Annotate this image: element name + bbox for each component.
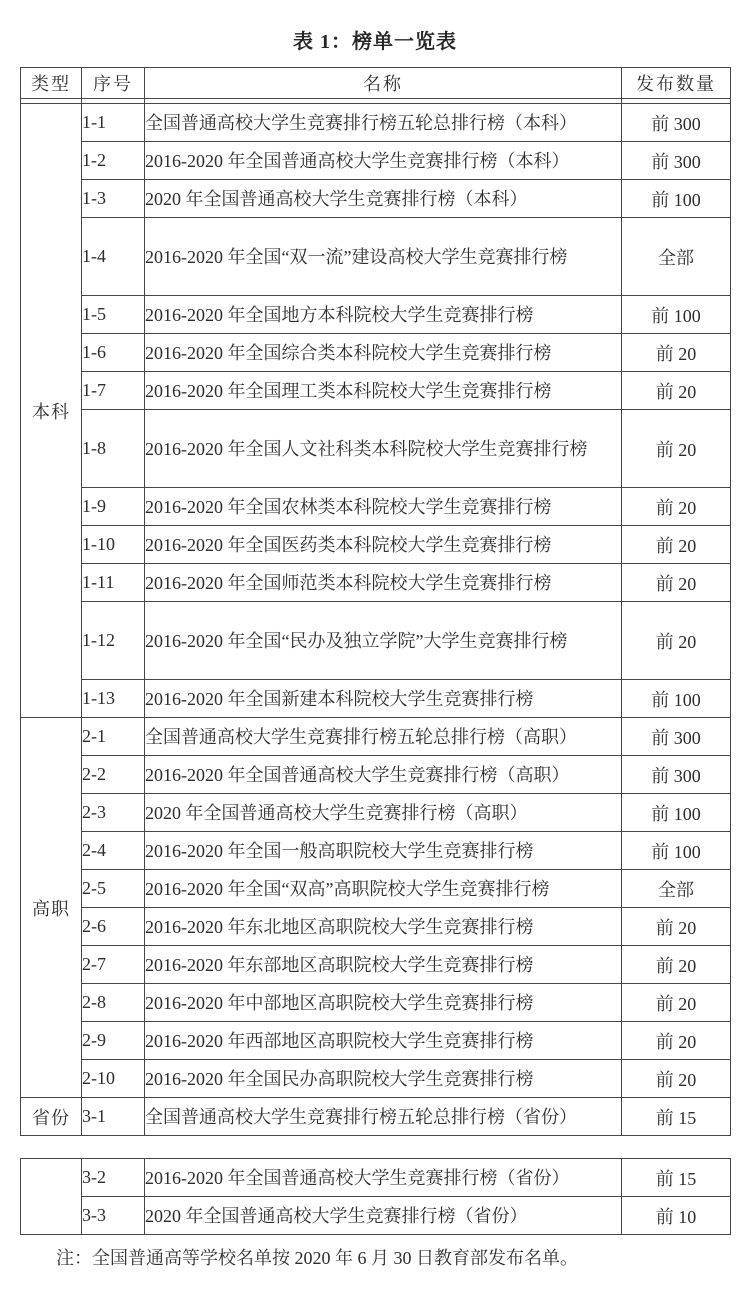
cell-count: 前 20 xyxy=(622,1060,731,1098)
table-row xyxy=(21,794,731,832)
footnote: 注：全国普通高等学校名单按 2020 年 6 月 30 日教育部发布名单。 xyxy=(56,1248,578,1268)
cell-no: 1-9 xyxy=(82,488,145,526)
cell-no: 2-9 xyxy=(82,1022,145,1060)
table-row xyxy=(21,218,731,296)
cell-count: 前 20 xyxy=(622,602,731,680)
table-row xyxy=(21,946,731,984)
cell-name: 2016-2020 年全国“双高”高职院校大学生竞赛排行榜 xyxy=(145,870,622,908)
cell-name: 2016-2020 年全国“民办及独立学院”大学生竞赛排行榜 xyxy=(145,602,622,680)
cell-name: 全国普通高校大学生竞赛排行榜五轮总排行榜（高职） xyxy=(145,718,622,756)
cell-no: 1-11 xyxy=(82,564,145,602)
cell-name: 2016-2020 年全国新建本科院校大学生竞赛排行榜 xyxy=(145,680,622,718)
cell-count: 前 20 xyxy=(622,1022,731,1060)
cell-name: 2020 年全国普通高校大学生竞赛排行榜（省份） xyxy=(145,1197,622,1235)
table-row xyxy=(21,564,731,602)
type-group-cell: 本科 xyxy=(21,104,82,718)
table-row xyxy=(21,680,731,718)
cell-count: 前 20 xyxy=(622,334,731,372)
cell-name: 2016-2020 年全国农林类本科院校大学生竞赛排行榜 xyxy=(145,488,622,526)
cell-name: 全国普通高校大学生竞赛排行榜五轮总排行榜（省份） xyxy=(145,1098,622,1136)
table-row xyxy=(21,1060,731,1098)
cell-no: 2-8 xyxy=(82,984,145,1022)
table-row xyxy=(21,1159,731,1197)
cell-name: 2016-2020 年全国普通高校大学生竞赛排行榜（高职） xyxy=(145,756,622,794)
cell-name: 2016-2020 年全国人文社科类本科院校大学生竞赛排行榜 xyxy=(145,410,622,488)
cell-no: 1-10 xyxy=(82,526,145,564)
cell-name: 2016-2020 年全国民办高职院校大学生竞赛排行榜 xyxy=(145,1060,622,1098)
table-row xyxy=(21,984,731,1022)
cell-name: 2016-2020 年西部地区高职院校大学生竞赛排行榜 xyxy=(145,1022,622,1060)
cell-name: 2016-2020 年全国地方本科院校大学生竞赛排行榜 xyxy=(145,296,622,334)
cell-no: 3-3 xyxy=(82,1197,145,1235)
ranking-table-continuation xyxy=(20,1158,731,1235)
cell-no: 3-1 xyxy=(82,1098,145,1136)
cell-count: 前 100 xyxy=(622,794,731,832)
cell-count: 前 300 xyxy=(622,104,731,142)
type-group-cell xyxy=(21,1159,82,1235)
table-row xyxy=(21,602,731,680)
table-row xyxy=(21,756,731,794)
cell-name: 2016-2020 年全国理工类本科院校大学生竞赛排行榜 xyxy=(145,372,622,410)
cell-name: 2016-2020 年全国普通高校大学生竞赛排行榜（本科） xyxy=(145,142,622,180)
table-row xyxy=(21,1197,731,1235)
table-row xyxy=(21,526,731,564)
cell-name: 2016-2020 年全国“双一流”建设高校大学生竞赛排行榜 xyxy=(145,218,622,296)
cell-name: 2016-2020 年东部地区高职院校大学生竞赛排行榜 xyxy=(145,946,622,984)
cell-name: 2016-2020 年全国综合类本科院校大学生竞赛排行榜 xyxy=(145,334,622,372)
cell-count: 前 300 xyxy=(622,718,731,756)
cell-no: 2-1 xyxy=(82,718,145,756)
header-count: 发布数量 xyxy=(622,68,731,99)
cell-no: 2-3 xyxy=(82,794,145,832)
cell-count: 前 20 xyxy=(622,984,731,1022)
cell-no: 3-2 xyxy=(82,1159,145,1197)
cell-no: 1-12 xyxy=(82,602,145,680)
cell-no: 1-2 xyxy=(82,142,145,180)
cell-no: 1-3 xyxy=(82,180,145,218)
cell-count: 前 300 xyxy=(622,142,731,180)
cell-no: 2-2 xyxy=(82,756,145,794)
table-row xyxy=(21,1098,731,1136)
cell-name: 2016-2020 年全国师范类本科院校大学生竞赛排行榜 xyxy=(145,564,622,602)
cell-count: 前 15 xyxy=(622,1159,731,1197)
cell-no: 1-1 xyxy=(82,104,145,142)
cell-count: 前 20 xyxy=(622,564,731,602)
type-group-cell: 高职 xyxy=(21,718,82,1098)
header-no: 序号 xyxy=(82,68,145,99)
cell-count: 前 15 xyxy=(622,1098,731,1136)
table-row xyxy=(21,908,731,946)
table-row xyxy=(21,180,731,218)
page-title: 表 1：榜单一览表 xyxy=(293,31,457,53)
cell-no: 1-7 xyxy=(82,372,145,410)
table-row xyxy=(21,410,731,488)
cell-no: 2-10 xyxy=(82,1060,145,1098)
table-row xyxy=(21,104,731,142)
cell-count: 前 100 xyxy=(622,832,731,870)
cell-no: 1-5 xyxy=(82,296,145,334)
cell-no: 2-6 xyxy=(82,908,145,946)
cell-no: 1-8 xyxy=(82,410,145,488)
cell-no: 1-4 xyxy=(82,218,145,296)
cell-count: 前 10 xyxy=(622,1197,731,1235)
cell-count: 前 100 xyxy=(622,180,731,218)
cell-no: 2-7 xyxy=(82,946,145,984)
cell-name: 2016-2020 年全国普通高校大学生竞赛排行榜（省份） xyxy=(145,1159,622,1197)
table-row xyxy=(21,142,731,180)
cell-count: 前 20 xyxy=(622,946,731,984)
header-name: 名称 xyxy=(145,68,622,99)
cell-name: 2020 年全国普通高校大学生竞赛排行榜（本科） xyxy=(145,180,622,218)
cell-name: 2016-2020 年东北地区高职院校大学生竞赛排行榜 xyxy=(145,908,622,946)
table-row xyxy=(21,372,731,410)
table-row xyxy=(21,488,731,526)
cell-no: 1-6 xyxy=(82,334,145,372)
cell-no: 2-4 xyxy=(82,832,145,870)
cell-name: 2016-2020 年全国一般高职院校大学生竞赛排行榜 xyxy=(145,832,622,870)
table-row xyxy=(21,334,731,372)
cell-count: 全部 xyxy=(622,218,731,296)
cell-count: 前 20 xyxy=(622,372,731,410)
cell-count: 前 300 xyxy=(622,756,731,794)
cell-count: 前 100 xyxy=(622,296,731,334)
cell-count: 前 20 xyxy=(622,410,731,488)
table-row xyxy=(21,870,731,908)
cell-count: 前 20 xyxy=(622,488,731,526)
table-row xyxy=(21,718,731,756)
cell-count: 前 100 xyxy=(622,680,731,718)
cell-name: 2016-2020 年全国医药类本科院校大学生竞赛排行榜 xyxy=(145,526,622,564)
cell-count: 全部 xyxy=(622,870,731,908)
type-group-cell: 省份 xyxy=(21,1098,82,1136)
cell-name: 全国普通高校大学生竞赛排行榜五轮总排行榜（本科） xyxy=(145,104,622,142)
cell-no: 1-13 xyxy=(82,680,145,718)
table-row xyxy=(21,832,731,870)
cell-count: 前 20 xyxy=(622,526,731,564)
table-header-row xyxy=(21,68,731,99)
table-row xyxy=(21,1022,731,1060)
cell-name: 2016-2020 年中部地区高职院校大学生竞赛排行榜 xyxy=(145,984,622,1022)
table-row xyxy=(21,296,731,334)
cell-count: 前 20 xyxy=(622,908,731,946)
header-type: 类型 xyxy=(21,68,82,99)
cell-name: 2020 年全国普通高校大学生竞赛排行榜（高职） xyxy=(145,794,622,832)
ranking-table xyxy=(20,67,731,1136)
cell-no: 2-5 xyxy=(82,870,145,908)
